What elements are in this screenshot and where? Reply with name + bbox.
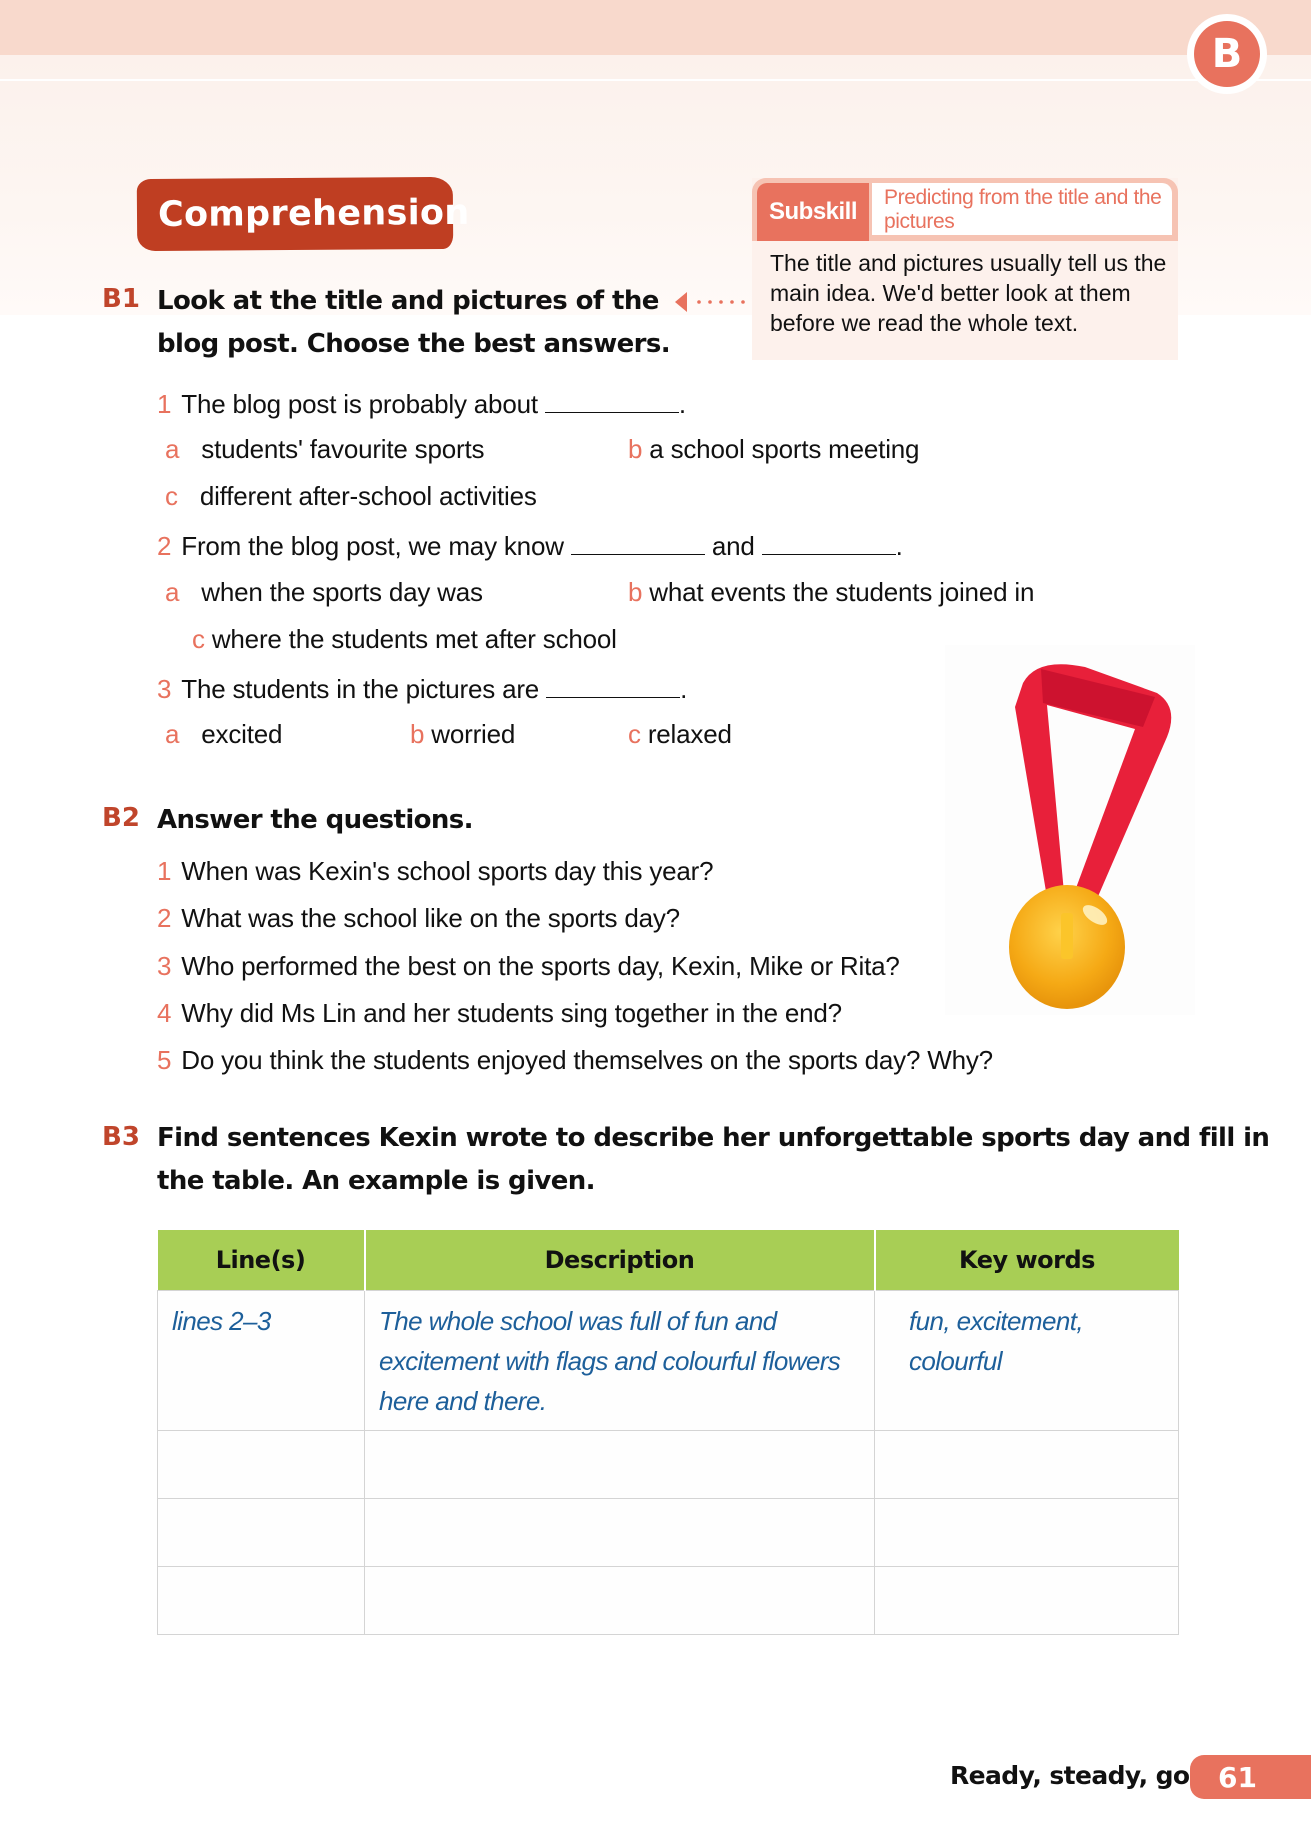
b2-question-3 bbox=[157, 951, 900, 981]
option-letter: c bbox=[192, 624, 205, 654]
question-number: 1 bbox=[157, 389, 172, 419]
question-number: 5 bbox=[157, 1045, 172, 1075]
cell-lines[interactable] bbox=[158, 1430, 365, 1498]
cell-key-words[interactable] bbox=[875, 1430, 1179, 1498]
header-band bbox=[0, 0, 1311, 55]
cell-description: The whole school was full of fun and excitement with flags and colourful flowers here and there. bbox=[365, 1290, 875, 1430]
option-letter: b bbox=[628, 434, 643, 464]
option-text: when the sports day was bbox=[201, 577, 483, 607]
cell-lines[interactable] bbox=[158, 1566, 365, 1634]
question-mid: and bbox=[711, 531, 755, 561]
question-text: What was the school like on the sports day? bbox=[181, 903, 680, 933]
answer-blank[interactable] bbox=[545, 387, 679, 413]
table-header-row bbox=[158, 1230, 1179, 1290]
option-text: relaxed bbox=[647, 719, 732, 749]
option-letter: a bbox=[165, 577, 180, 607]
option-text: a school sports meeting bbox=[649, 434, 920, 464]
option-letter: a bbox=[165, 719, 180, 749]
b2-label: B2 bbox=[102, 803, 140, 833]
option-text: students' favourite sports bbox=[201, 434, 485, 464]
book-title: Ready, steady, go bbox=[950, 1761, 1190, 1790]
b2-question-1 bbox=[157, 856, 713, 886]
answer-blank[interactable] bbox=[546, 672, 680, 698]
question-text: Why did Ms Lin and her students sing together in the end? bbox=[181, 998, 842, 1028]
table-row bbox=[158, 1566, 1179, 1634]
column-header-key-words: Key words bbox=[875, 1230, 1179, 1290]
question-number: 4 bbox=[157, 998, 172, 1028]
page-number: 61 bbox=[1190, 1755, 1311, 1799]
question-end: . bbox=[895, 531, 903, 561]
question-text: The blog post is probably about bbox=[181, 389, 538, 419]
question-end: . bbox=[680, 674, 688, 704]
b3-label: B3 bbox=[102, 1122, 140, 1152]
b2-question-5 bbox=[157, 1045, 993, 1075]
option-letter: b bbox=[628, 577, 643, 607]
b1-q3-option-c[interactable] bbox=[628, 719, 732, 749]
subskill-title: Predicting from the title and the pictures bbox=[872, 183, 1172, 235]
answer-blank[interactable] bbox=[762, 529, 896, 555]
question-number: 2 bbox=[157, 531, 172, 561]
section-title: Comprehension bbox=[137, 177, 453, 251]
b1-question-2 bbox=[157, 529, 903, 561]
question-number: 3 bbox=[157, 674, 172, 704]
table-row bbox=[158, 1430, 1179, 1498]
b1-q2-option-b[interactable] bbox=[628, 577, 1034, 607]
cell-description[interactable] bbox=[365, 1566, 875, 1634]
option-letter: c bbox=[628, 719, 641, 749]
b1-q1-option-b[interactable] bbox=[628, 434, 919, 464]
option-text: what events the students joined in bbox=[649, 577, 1035, 607]
option-text: different after-school activities bbox=[199, 481, 537, 511]
b1-q1-option-c[interactable] bbox=[165, 481, 537, 511]
b1-q2-option-a[interactable] bbox=[165, 577, 483, 607]
b2-instruction: Answer the questions. bbox=[157, 805, 473, 835]
question-number: 1 bbox=[157, 856, 172, 886]
unit-badge-letter: B bbox=[1194, 21, 1260, 87]
option-text: excited bbox=[201, 719, 283, 749]
option-text: worried bbox=[431, 719, 516, 749]
b3-instruction-line1: Find sentences Kexin wrote to describe her unforgettable sports day and fill in bbox=[157, 1123, 1270, 1153]
subskill-body: The title and pictures usually tell us the main idea. We'd better look at them before we read the whole text. bbox=[770, 250, 1167, 336]
pointer-arrow-icon bbox=[675, 290, 750, 314]
b1-q3-option-b[interactable] bbox=[410, 719, 515, 749]
question-number: 2 bbox=[157, 903, 172, 933]
question-text: The students in the pictures are bbox=[181, 674, 540, 704]
table-row bbox=[158, 1290, 1179, 1430]
question-text: From the blog post, we may know bbox=[181, 531, 564, 561]
question-end: . bbox=[678, 389, 686, 419]
b1-question-3 bbox=[157, 672, 687, 704]
question-text: Do you think the students enjoyed themselves on the sports day? Why? bbox=[181, 1045, 993, 1075]
column-header-description: Description bbox=[365, 1230, 875, 1290]
b1-label: B1 bbox=[102, 284, 140, 314]
column-header-lines: Line(s) bbox=[158, 1230, 365, 1290]
cell-lines[interactable] bbox=[158, 1498, 365, 1566]
b1-instruction-line2: blog post. Choose the best answers. bbox=[157, 329, 671, 359]
b3-instruction-line2: the table. An example is given. bbox=[157, 1166, 595, 1196]
answer-blank[interactable] bbox=[571, 529, 705, 555]
question-number: 3 bbox=[157, 951, 172, 981]
cell-key-words[interactable] bbox=[875, 1566, 1179, 1634]
cell-lines: lines 2–3 bbox=[158, 1290, 365, 1430]
option-letter: c bbox=[165, 481, 178, 511]
b1-q2-option-c[interactable] bbox=[192, 624, 617, 654]
b1-q1-option-a[interactable] bbox=[165, 434, 484, 464]
option-text: where the students met after school bbox=[211, 624, 617, 654]
header-divider bbox=[0, 79, 1311, 81]
option-letter: a bbox=[165, 434, 180, 464]
b2-question-4 bbox=[157, 998, 842, 1028]
option-letter: b bbox=[410, 719, 425, 749]
gold-medal-image bbox=[945, 645, 1195, 1015]
b1-question-1 bbox=[157, 387, 686, 419]
medal-number-one bbox=[1061, 913, 1073, 959]
question-text: Who performed the best on the sports day, Kexin, Mike or Rita? bbox=[181, 951, 900, 981]
cell-key-words: fun, excitement, colourful bbox=[875, 1290, 1179, 1430]
b2-question-2 bbox=[157, 903, 680, 933]
subskill-tag: Subskill bbox=[757, 183, 869, 241]
b1-instruction-line1: Look at the title and pictures of the bbox=[157, 286, 659, 316]
subskill-header bbox=[752, 178, 1178, 241]
subskill-box bbox=[752, 178, 1178, 360]
description-table bbox=[157, 1230, 1179, 1635]
cell-description[interactable] bbox=[365, 1498, 875, 1566]
b1-q3-option-a[interactable] bbox=[165, 719, 282, 749]
unit-badge bbox=[1187, 14, 1267, 94]
table-row bbox=[158, 1498, 1179, 1566]
cell-key-words[interactable] bbox=[875, 1498, 1179, 1566]
question-text: When was Kexin's school sports day this year? bbox=[181, 856, 714, 886]
cell-description[interactable] bbox=[365, 1430, 875, 1498]
